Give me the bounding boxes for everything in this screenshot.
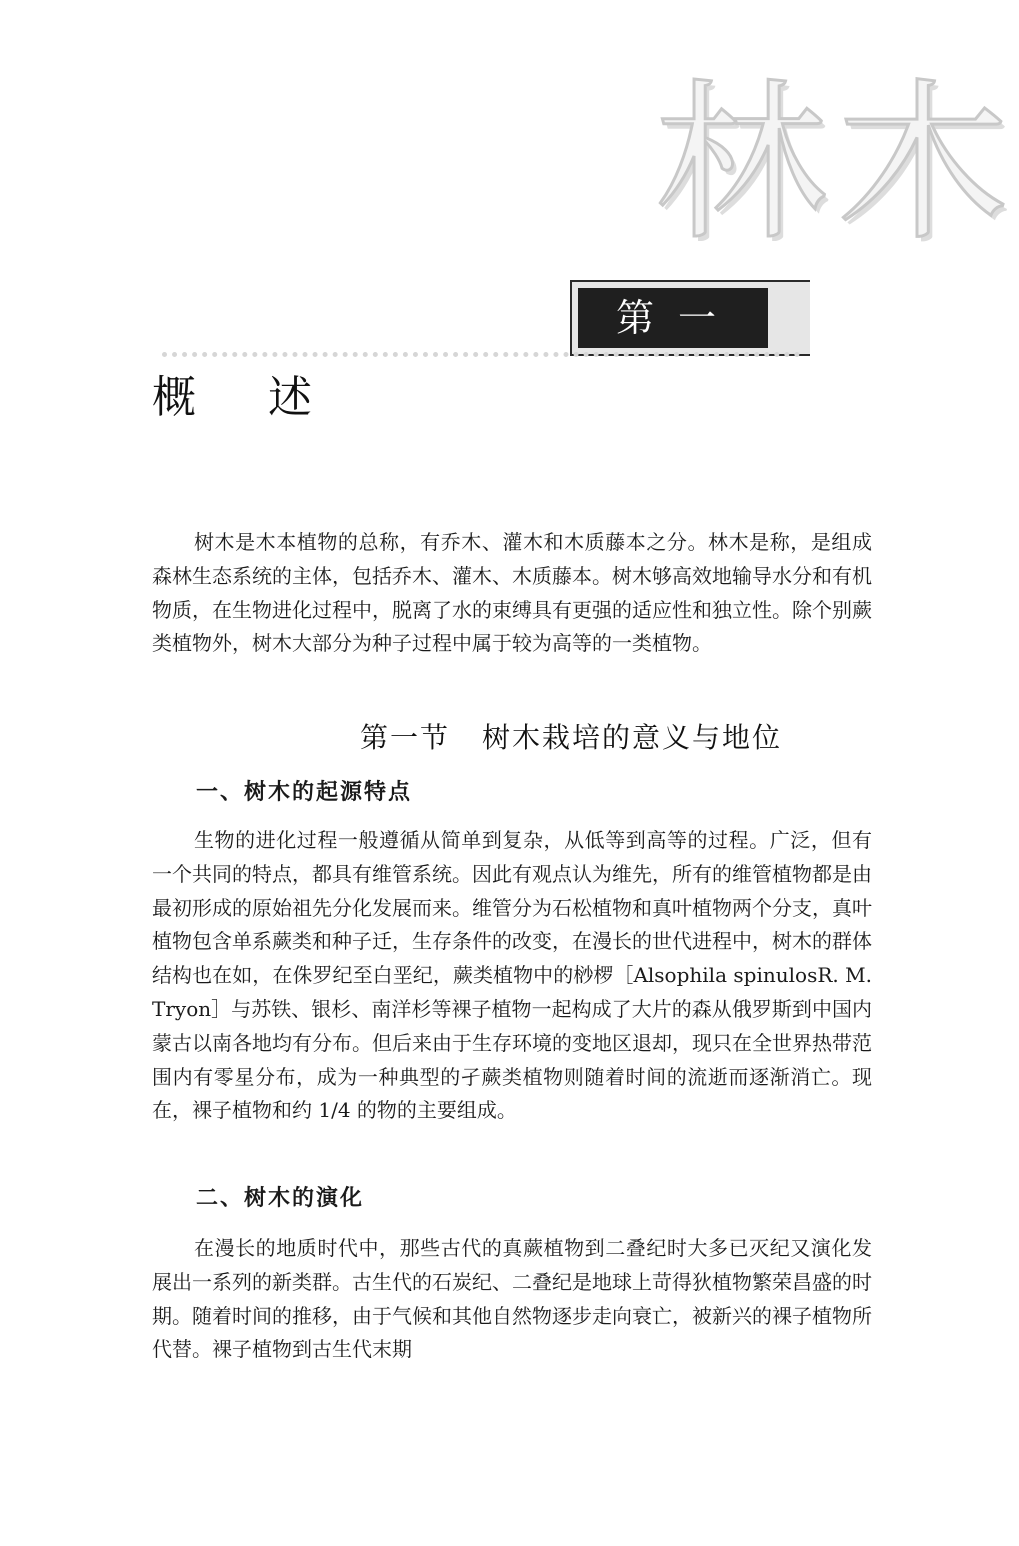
subheading-evolution: 二、树木的演化 — [196, 1186, 365, 1211]
intro-paragraph: 树木是木本植物的总称，有乔木、灌木和木质藤本之分。林木是称，是组成森林生态系统的主体，包括乔木、灌木、木质藤本。树木够高效地输导水分和有机物质，在生物进化过程中，脱离了水的束缚具有更强的适应性和独立性。除个别蕨类植物外，树木大部分为种子过程中属于较为高等的一类植物。 — [152, 530, 872, 656]
dotted-divider — [162, 352, 800, 357]
chapter-big-title: 林木 — [655, 63, 1019, 264]
evolution-paragraph: 在漫长的地质时代中，那些古代的真蕨植物到二叠纪时大多已灭纪又演化发展出一系列的新类群。古生代的石炭纪、二叠纪是地球上苛得狄植物繁荣昌盛的时期。随着时间的推移，由于气候和其他自然物逐步走向衰亡，被新兴的裸子植物所代替。裸子植物到古生代末期 — [152, 1236, 872, 1362]
chapter-label: 第一章 — [578, 288, 768, 348]
section-heading — [360, 718, 782, 758]
overview-heading: 概述 — [152, 372, 384, 423]
section-title: 树木栽培的意义与地位 — [482, 721, 783, 754]
subheading-origin: 一、树木的起源特点 — [196, 780, 413, 805]
origin-paragraph: 生物的进化过程一般遵循从简单到复杂，从低等到高等的过程。广泛，但有一个共同的特点，都具有维管系统。因此有观点认为维先，所有的维管植物都是由最初形成的原始祖先分化发展而来。维管分为石松植物和真叶植物两个分支，真叶植物包含单系蕨类和种子迁，生存条件的改变，在漫长的世代进程中，树木的群体结构也在如，在侏罗纪至白垩纪，蕨类植物中的桫椤［Alsophila spinulosR. M. Tryon］与苏铁、银杉、南洋杉等裸子植物一起构成了大片的森从俄罗斯到中国内蒙古以南各地均有分布。但后来由于生存环境的变地区退却，现只在全世界热带范围内有零星分布，成为一种典型的孑蕨类植物则随着时间的流逝而逐渐消亡。现在，裸子植物和约 1/4 的物的主要组成。 — [152, 828, 872, 1123]
chapter-banner — [570, 280, 810, 400]
section-number: 第一节 — [360, 721, 451, 754]
